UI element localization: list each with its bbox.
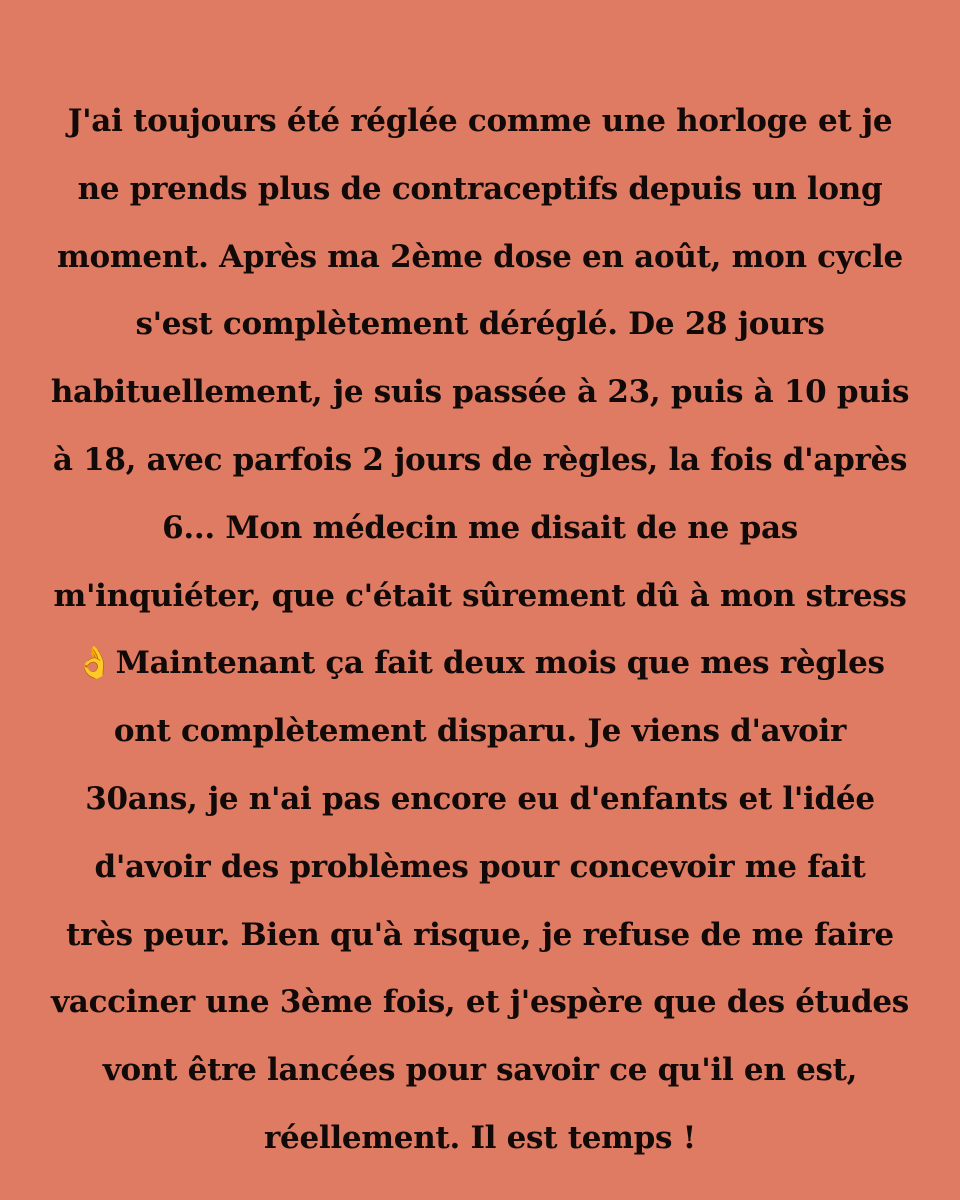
text-line: m'inquiéter, que c'était sûrement dû à mon stress (53, 577, 907, 614)
text-line: J'ai toujours été réglée comme une horloge et je (67, 103, 893, 139)
text-line-with-emoji (30, 630, 930, 698)
text-line: s'est complètement déréglé. De 28 jours (135, 306, 825, 343)
text-line: vacciner une 3ème fois, et j'espère que des études (51, 984, 909, 1021)
text-line: moment. Après ma 2ème dose en août, mon cycle (57, 238, 903, 275)
text-line: à 18, avec parfois 2 jours de règles, la fois d'après (52, 441, 908, 478)
text-line: très peur. Bien qu'à risque, je refuse de me faire (66, 916, 894, 953)
text-line: 30ans, je n'ai pas encore eu d'enfants et l'idée (85, 780, 875, 817)
text-line: ont complètement disparu. Je viens d'avoir (113, 713, 847, 750)
text-line: Maintenant ça fait deux mois que mes règles (115, 645, 885, 682)
text-line: habituellement, je suis passée à 23, puis à 10 puis (50, 374, 910, 411)
text-line: réellement. Il est temps ! (264, 1119, 696, 1156)
text-line: 6... Mon médecin me disait de ne pas (162, 509, 798, 546)
text-line: vont être lancées pour savoir ce qu'il en est, (102, 1052, 858, 1089)
text-line: d'avoir des problèmes pour concevoir me fait (94, 848, 866, 885)
testimony-text (30, 88, 930, 1173)
ok-hand-icon: 👌 (75, 645, 114, 682)
text-line: ne prends plus de contraceptifs depuis un long (77, 170, 883, 207)
